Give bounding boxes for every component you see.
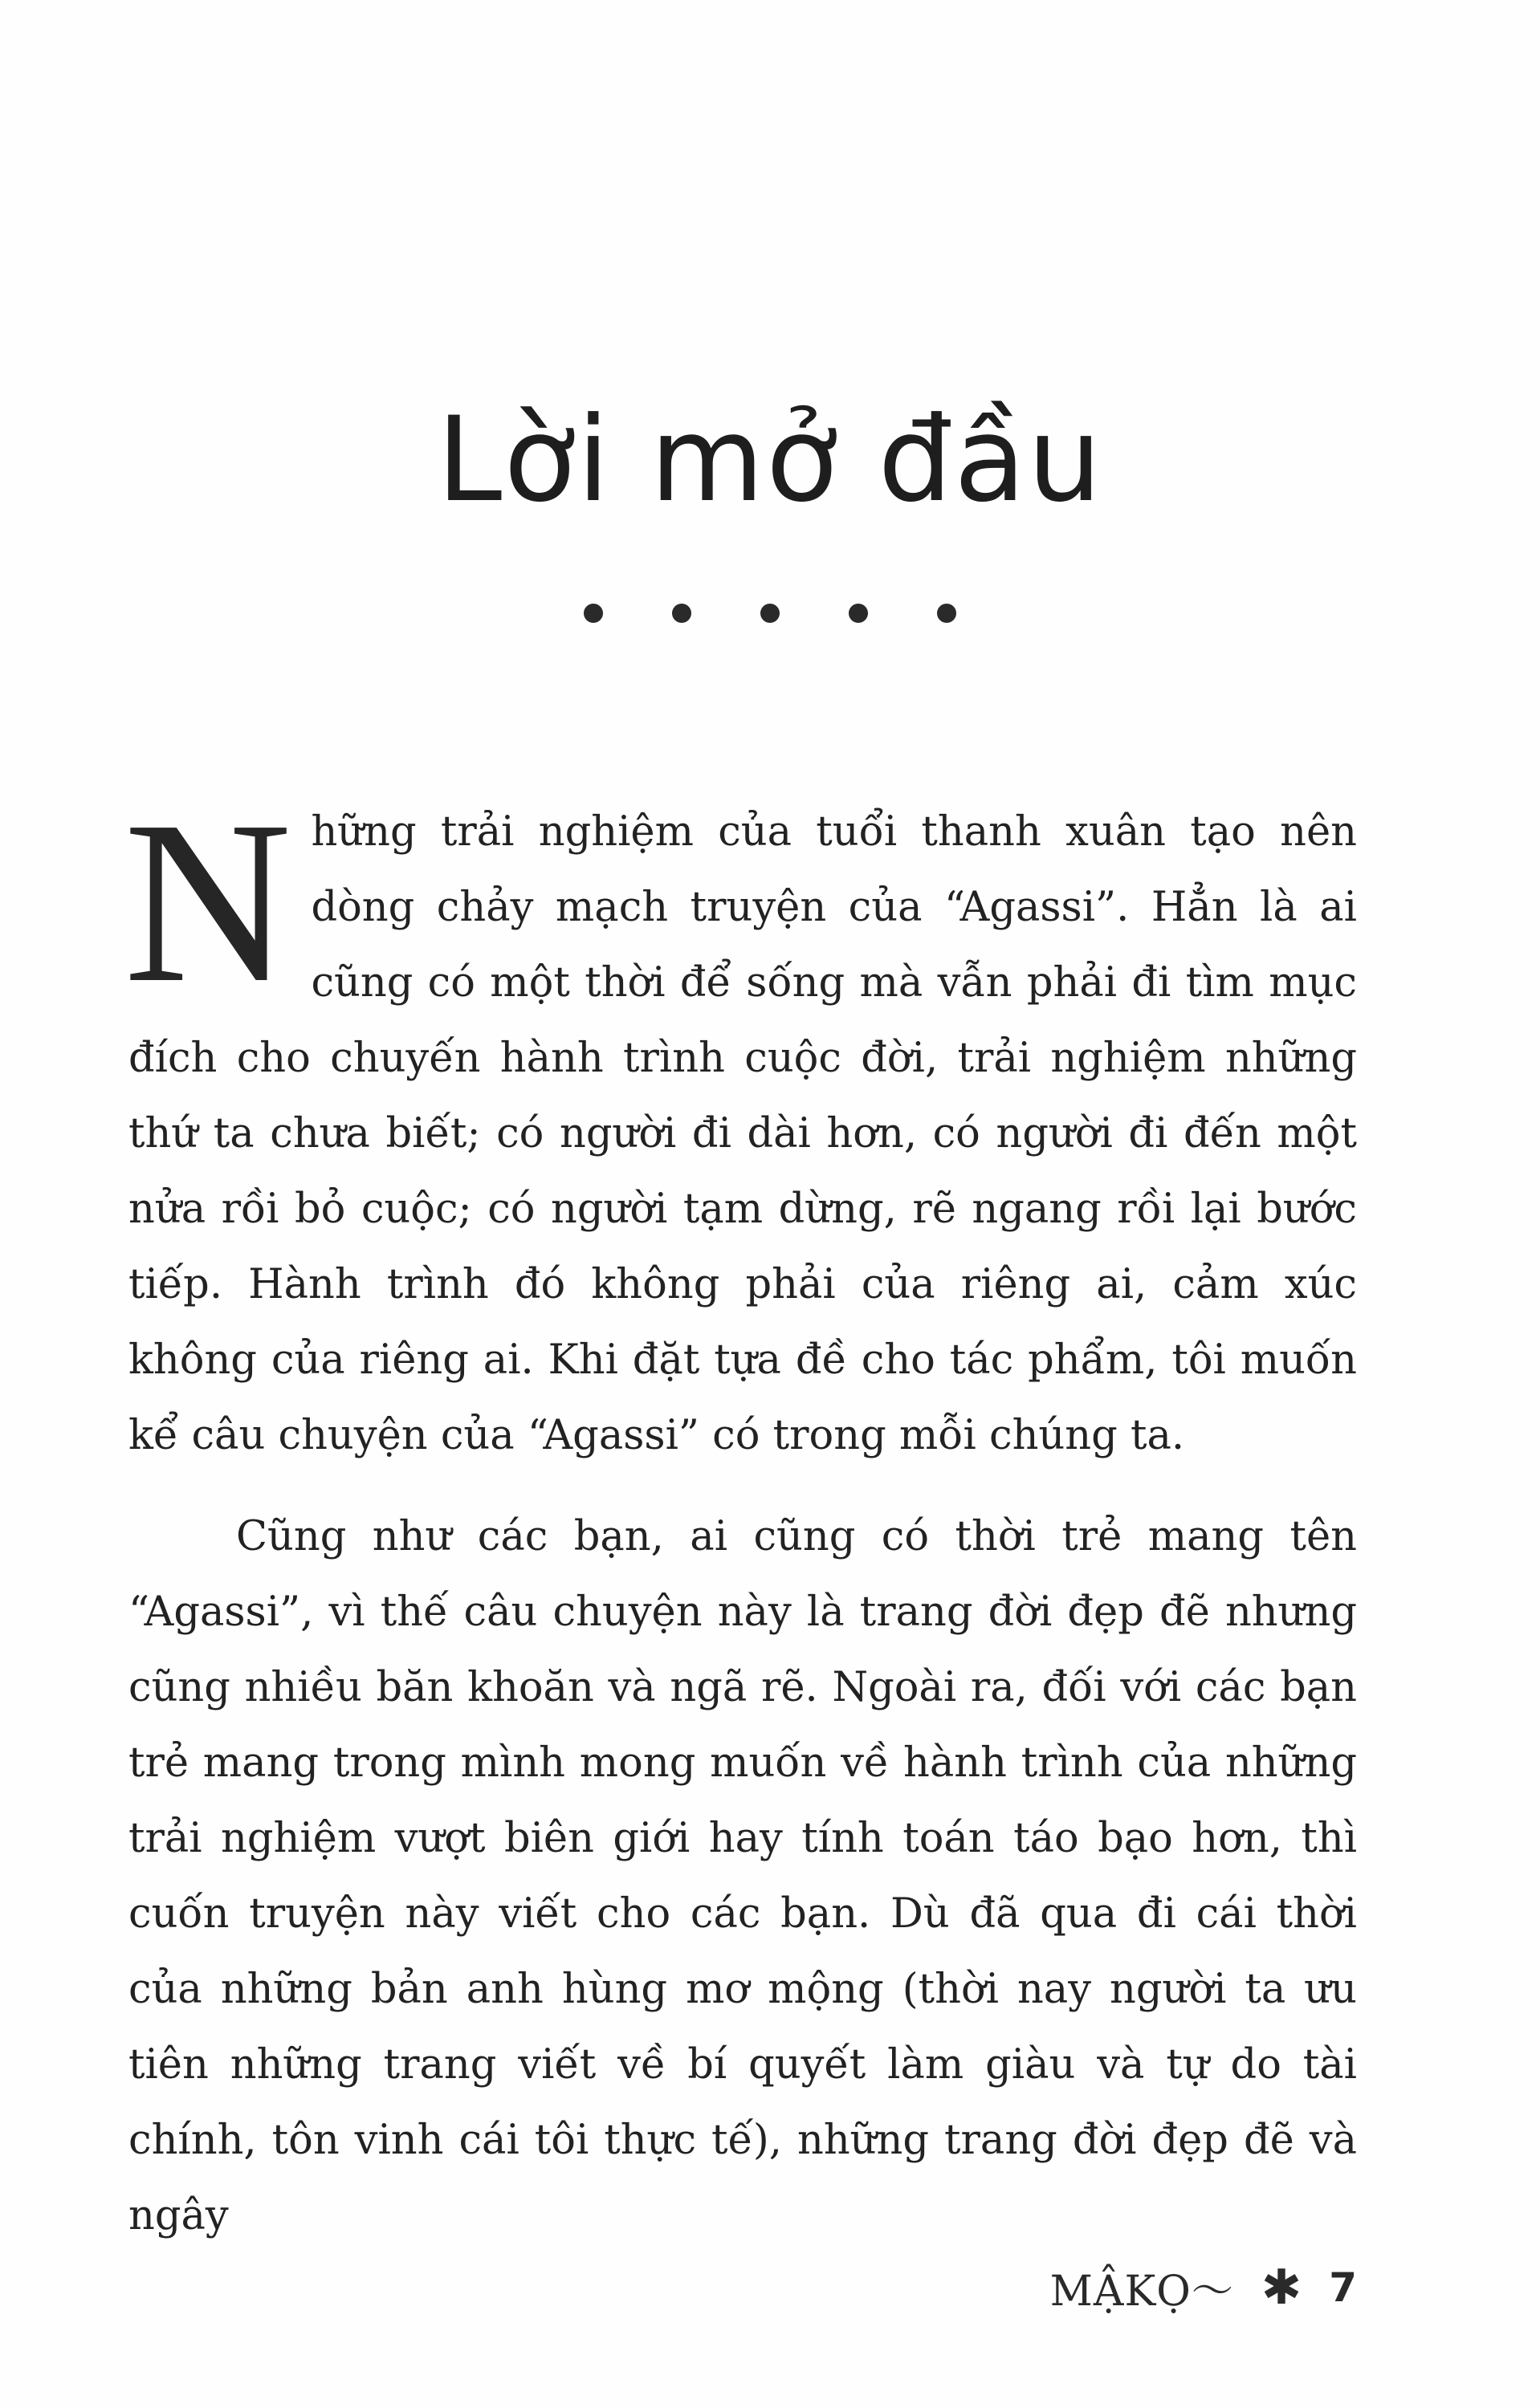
paragraph-1-text: hững trải nghiệm của tuổi thanh xuân tạo nên dòng chảy mạch truyện của “Agassi”. Hẳn là ai cũng có một thời để sống mà vẫn phải đi tìm mục đích cho chuyến hành trình cuộc đời, trải nghiệm những thứ ta chưa biết; có người đi dài hơn, có người đi đến một nửa rồi bỏ cuộc; có người tạm dừng, rẽ ngang rồi lại bước tiếp. Hành trình đó không phải của riêng ai, cảm xúc không của riêng ai. Khi đặt tựa đề cho tác phẩm, tôi muốn kể câu chuyện của “Agassi” có trong mỗi chúng ta. bbox=[128, 808, 1357, 1459]
ornament-dot-icon bbox=[760, 604, 780, 623]
asterisk-icon: ✱ bbox=[1261, 2259, 1302, 2316]
ornament-dot-icon bbox=[937, 604, 956, 623]
running-title: MẬKỌ〜 bbox=[1049, 2268, 1234, 2316]
paragraph-1 bbox=[124, 773, 1357, 1474]
ornament-divider bbox=[0, 604, 1540, 623]
ornament-dot-icon bbox=[584, 604, 603, 623]
body-text bbox=[124, 773, 1357, 2254]
page-number: 7 bbox=[1329, 2264, 1357, 2311]
chapter-title: Lời mở đầu bbox=[436, 392, 1104, 528]
page-footer bbox=[1050, 2257, 1357, 2317]
drop-cap: N bbox=[124, 773, 292, 1031]
ornament-dot-icon bbox=[672, 604, 691, 623]
paragraph-2: Cũng như các bạn, ai cũng có thời trẻ mang tên “Agassi”, vì thế câu chuyện này là trang đời đẹp đẽ nhưng cũng nhiều băn khoăn và ngã rẽ. Ngoài ra, đối với các bạn trẻ mang trong mình mong muốn về hành trình của những trải nghiệm vượt biên giới hay tính toán táo bạo hơn, thì cuốn truyện này viết cho các bạn. Dù đã qua đi cái thời của những bản anh hùng mơ mộng (thời nay người ta ưu tiên những trang viết về bí quyết làm giàu và tự do tài chính, tôn vinh cái tôi thực tế), những trang đời đẹp đẽ và ngây bbox=[128, 1513, 1357, 2239]
ornament-dot-icon bbox=[849, 604, 868, 623]
